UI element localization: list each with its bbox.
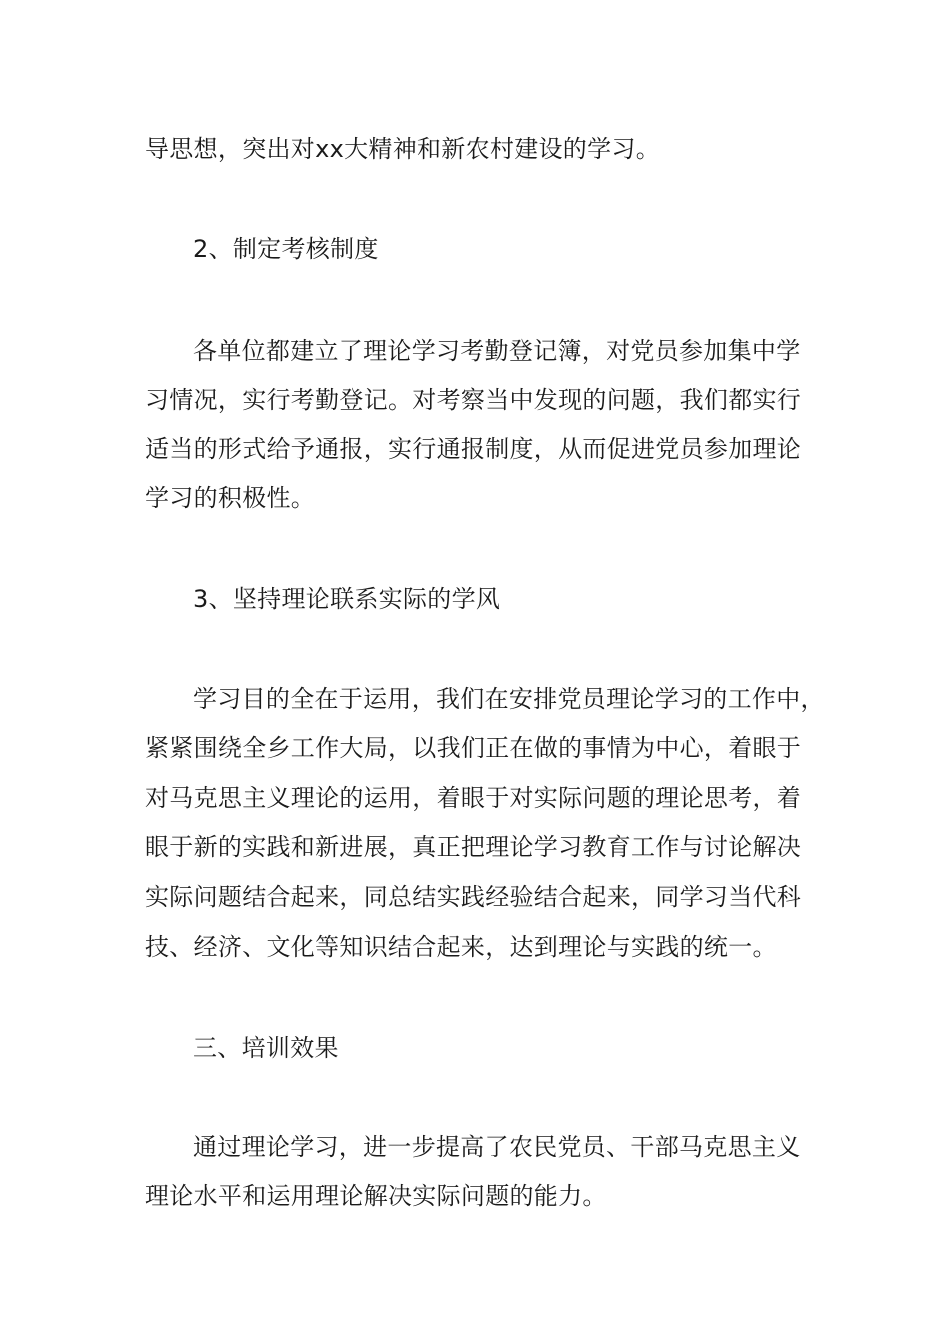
section-heading: 三、培训效果	[193, 1034, 339, 1062]
paragraph-line: 紧紧围绕全乡工作大局，以我们正在做的事情为中心，着眼于	[145, 734, 802, 762]
paragraph-line: 习情况，实行考勤登记。对考察当中发现的问题，我们都实行	[145, 386, 802, 414]
paragraph-line: 眼于新的实践和新进展，真正把理论学习教育工作与讨论解决	[145, 833, 802, 861]
paragraph-line: 学习的积极性。	[145, 484, 316, 512]
paragraph-line: 导思想，突出对xx大精神和新农村建设的学习。	[145, 135, 661, 163]
paragraph-line: 学习目的全在于运用，我们在安排党员理论学习的工作中，	[193, 685, 825, 713]
paragraph-line: 适当的形式给予通报，实行通报制度，从而促进党员参加理论	[145, 435, 802, 463]
paragraph-line: 理论水平和运用理论解决实际问题的能力。	[145, 1182, 607, 1210]
paragraph-line: 技、经济、文化等知识结合起来，达到理论与实践的统一。	[145, 933, 777, 961]
paragraph-line: 实际问题结合起来，同总结实践经验结合起来，同学习当代科	[145, 883, 802, 911]
paragraph-line: 对马克思主义理论的运用，着眼于对实际问题的理论思考，着	[145, 784, 802, 812]
paragraph-line: 通过理论学习，进一步提高了农民党员、干部马克思主义	[193, 1133, 801, 1161]
section-heading: 3、坚持理论联系实际的学风	[193, 585, 501, 613]
section-heading: 2、制定考核制度	[193, 235, 379, 263]
paragraph-line: 各单位都建立了理论学习考勤登记簿，对党员参加集中学	[193, 337, 801, 365]
